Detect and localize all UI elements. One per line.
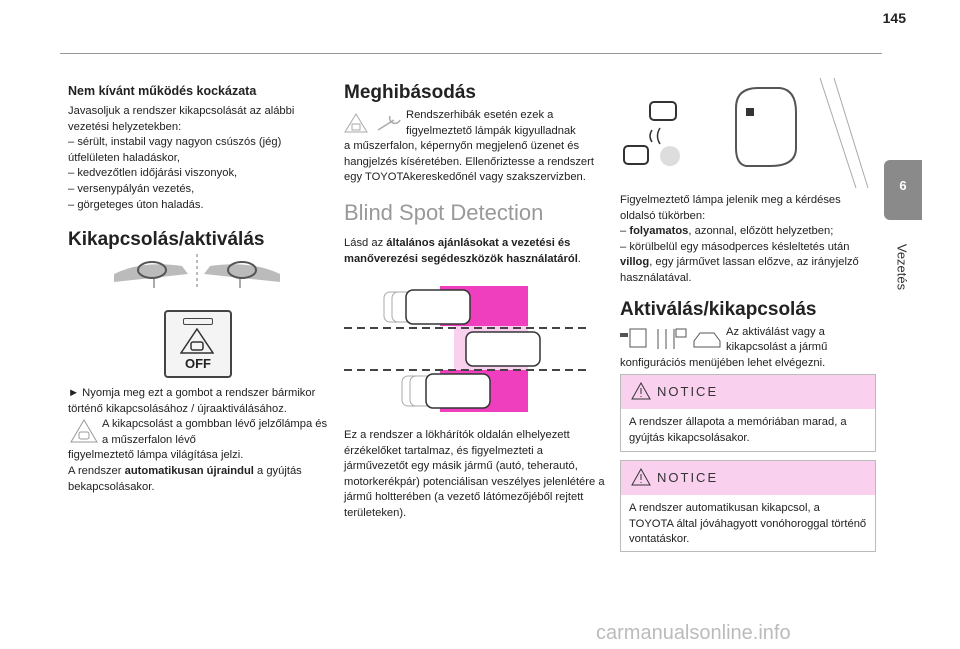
chapter-tab[interactable] bbox=[884, 160, 922, 220]
notice-text: A rendszer automatikusan kikapcsol, a TOYOTA által jóváhagyott vonóhoroggal történő vontatáskor. bbox=[629, 502, 867, 546]
notice-text: A rendszer állapota a memóriában marad, a gyújtás kikapcsolásakor. bbox=[629, 416, 847, 444]
off-label: OFF bbox=[185, 356, 211, 371]
risk-item: – kedvezőtlen időjárási viszonyok, bbox=[68, 167, 238, 180]
blind-spot-warning-icon bbox=[70, 419, 98, 443]
header-divider bbox=[60, 53, 882, 54]
mirror-intro: Figyelmeztető lámpa jelenik meg a kérdéses oldalsó tükörben: bbox=[620, 194, 841, 222]
notice-box bbox=[620, 460, 876, 552]
side-mirror-illustration bbox=[620, 78, 872, 188]
column-right bbox=[620, 193, 878, 371]
chapter-label-text: Vezetés bbox=[894, 243, 910, 291]
mirror-item: – folyamatos, azonnal, előzött helyzetben; bbox=[620, 225, 834, 238]
activation-text: Az aktiválást vagy a kikapcsolást a jármű bbox=[726, 325, 828, 354]
warning-triangle-icon bbox=[631, 468, 651, 486]
fault-warning-icons bbox=[344, 112, 404, 134]
risk-item: – görgeteges úton haladás. bbox=[68, 198, 204, 211]
activation-title: Aktiválás/kikapcsolás bbox=[620, 298, 817, 320]
page-number: 145 bbox=[882, 10, 906, 26]
blind-spot-diagram bbox=[344, 284, 594, 416]
mirror-item: – körülbelül egy másodperces késleltetés után villog, egy járművet lassan előzve, az irányjelző használatával. bbox=[620, 240, 859, 284]
risk-title: Nem kívánt működés kockázata bbox=[68, 84, 257, 98]
activation-text-rest: konfigurációs menüjében lehet elvégezni. bbox=[620, 356, 826, 369]
bsd-off-button[interactable] bbox=[164, 310, 232, 378]
column-left bbox=[68, 60, 330, 251]
risk-intro: Javasoljuk a rendszer kikapcsolását az alábbi vezetési helyzetekben: bbox=[68, 105, 295, 133]
car-config-icon bbox=[620, 327, 722, 351]
chapter-number: 6 bbox=[899, 178, 907, 193]
fault-text: Rendszerhibák esetén ezek a figyelmeztető lámpák kigyulladnak bbox=[406, 109, 576, 137]
chapter-label bbox=[888, 222, 916, 312]
lamp-text: A kikapcsolást a gombban lévő jelzőlámpa és a műszerfalon lévő bbox=[102, 418, 328, 446]
onoff-text-block bbox=[68, 386, 330, 495]
lamp-text-rest: figyelmeztető lámpa világítása jelzi. bbox=[68, 449, 244, 462]
fault-text-rest: a műszerfalon, képernyőn megjelenő üzenet és hangjelzés kíséretében. Ellenőriztesse a rendszert egy TOYOTAkereskedőnél vagy szakszervizben. bbox=[344, 140, 594, 184]
blind-spot-warning-icon bbox=[180, 328, 214, 354]
dashboard-illustration bbox=[112, 252, 282, 292]
warning-triangle-icon bbox=[631, 382, 651, 400]
indicator-lamp-icon bbox=[183, 318, 213, 325]
sensor-text: Ez a rendszer a lökhárítók oldalán elhelyezett érzékelőket tartalmaz, és figyelmezteti a járművezetőt egy másik jármű (autó, teherautó, motorkerékpár) potenciálisan veszélyes jelenlétére a jármű holtterében (a vezető látómezőjéből rejtett területeken). bbox=[344, 429, 605, 519]
risk-item: – sérült, instabil vagy nagyon csúszós (jég) útfelületen haladáskor, bbox=[68, 136, 282, 164]
column-middle bbox=[344, 60, 606, 267]
sensor-text-block bbox=[344, 428, 606, 522]
bsd-title: Blind Spot Detection bbox=[344, 199, 544, 225]
notice-box bbox=[620, 374, 876, 452]
watermark: carmanualsonline.info bbox=[596, 622, 791, 644]
press-text: ► Nyomja meg ezt a gombot a rendszer bármikor történő kikapcsolásához / újraaktiválásához. bbox=[68, 387, 316, 415]
risk-item: – versenypályán vezetés, bbox=[68, 182, 195, 195]
fault-title: Meghibásodás bbox=[344, 82, 476, 103]
notice-label: NOTICE bbox=[657, 470, 719, 485]
notice-label: NOTICE bbox=[657, 384, 719, 399]
onoff-title: Kikapcsolás/aktiválás bbox=[68, 229, 265, 251]
see-recommendations: Lásd az általános ajánlásokat a vezetési és manőverezési segédeszközök használatáról. bbox=[344, 236, 581, 265]
auto-restart-text: A rendszer automatikusan újraindul a gyújtás bekapcsolásakor. bbox=[68, 464, 302, 493]
